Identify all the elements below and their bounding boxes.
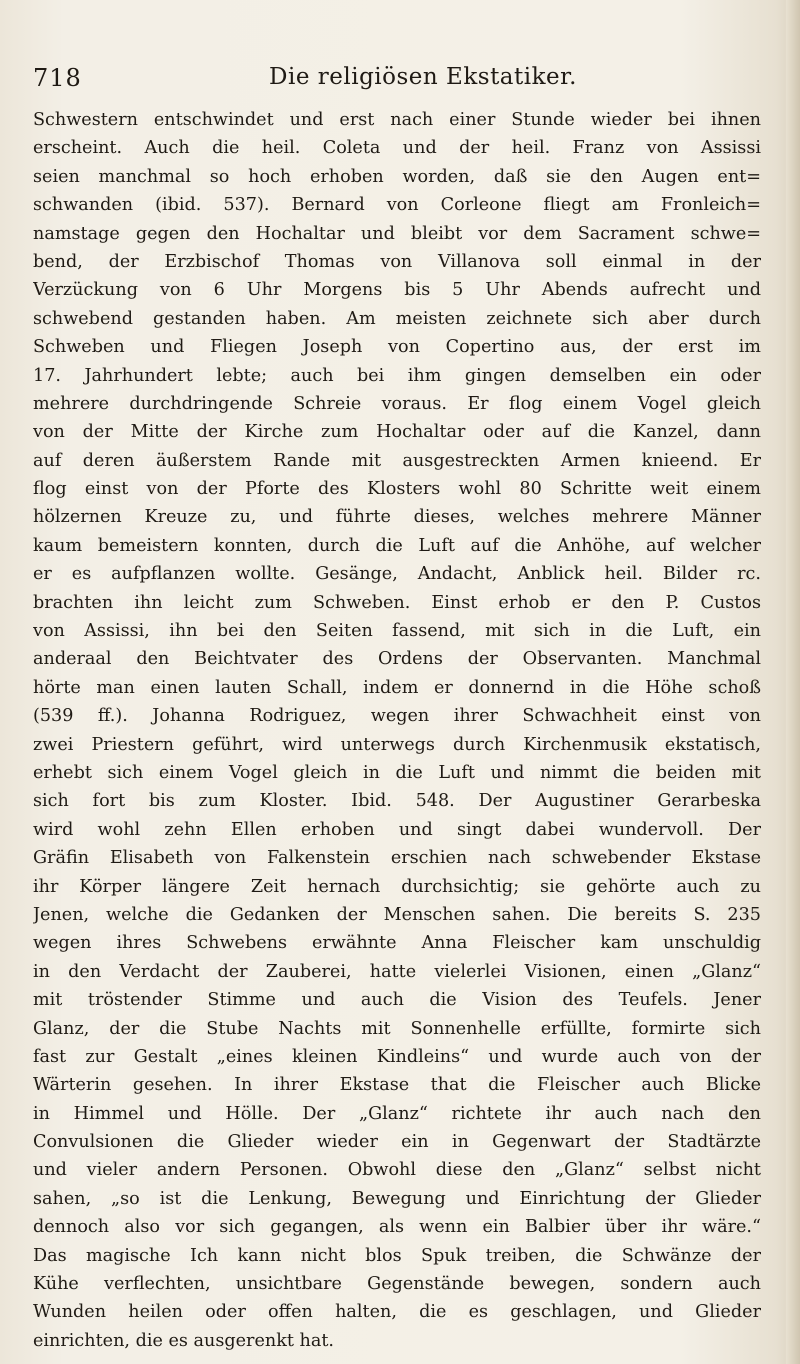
text-line: mehrere durchdringende Schreie voraus. Er flog einem Vogel gleich (33, 393, 761, 414)
page-header (33, 64, 753, 104)
text-line: mit tröstender Stimme und auch die Vision des Teufels. Jener (33, 990, 761, 1011)
text-line: ihr Körper längere Zeit hernach durchsichtig; sie gehörte auch zu (33, 876, 761, 897)
text-line: wegen ihres Schwebens erwähnte Anna Fleischer kam unschuldig (33, 933, 761, 954)
text-line: von der Mitte der Kirche zum Hochaltar oder auf die Kanzel, dann (33, 422, 761, 443)
text-line: kaum bemeistern konnten, durch die Luft auf die Anhöhe, auf welcher (33, 535, 761, 556)
text-line: Wunden heilen oder offen halten, die es geschlagen, und Glieder (33, 1302, 761, 1323)
text-line: brachten ihn leicht zum Schweben. Einst erhob er den P. Custos (33, 592, 761, 613)
text-line: wird wohl zehn Ellen erhoben und singt dabei wundervoll. Der (33, 819, 761, 840)
text-line: und vieler andern Personen. Obwohl diese den „Glanz“ selbst nicht (33, 1160, 761, 1181)
text-line: Kühe verflechten, unsichtbare Gegenstände bewegen, sondern auch (33, 1274, 761, 1295)
text-line: Schweben und Fliegen Joseph von Copertino aus, der erst im (33, 337, 761, 358)
text-line: erscheint. Auch die heil. Coleta und der heil. Franz von Assissi (33, 138, 761, 159)
text-line: seien manchmal so hoch erhoben worden, daß sie den Augen ent= (33, 166, 761, 187)
text-line: sahen, „so ist die Lenkung, Bewegung und Einrichtung der Glieder (33, 1188, 761, 1209)
text-line: Jenen, welche die Gedanken der Menschen sahen. Die bereits S. 235 (33, 904, 761, 925)
text-line: zwei Priestern geführt, wird unterwegs durch Kirchenmusik ekstatisch, (33, 734, 761, 755)
text-line: flog einst von der Pforte des Klosters wohl 80 Schritte weit einem (33, 479, 761, 500)
text-line: er es aufpflanzen wollte. Gesänge, Andacht, Anblick heil. Bilder rc. (33, 564, 761, 585)
text-line: anderaal den Beichtvater des Ordens der Observanten. Manchmal (33, 649, 761, 670)
text-line: Das magische Ich kann nicht blos Spuk treiben, die Schwänze der (33, 1245, 761, 1266)
text-line: fast zur Gestalt „eines kleinen Kindleins“ und wurde auch von der (33, 1046, 761, 1067)
text-line: schwanden (ibid. 537). Bernard von Corleone fliegt am Fronleich= (33, 195, 761, 216)
text-line: 17. Jahrhundert lebte; auch bei ihm gingen demselben ein oder (33, 365, 761, 386)
text-line: Wärterin gesehen. In ihrer Ekstase that die Fleischer auch Blicke (33, 1075, 761, 1096)
text-line: Glanz, der die Stube Nachts mit Sonnenhelle erfüllte, formirte sich (33, 1018, 761, 1039)
text-line: Gräfin Elisabeth von Falkenstein erschien nach schwebender Ekstase (33, 848, 761, 869)
text-line: Convulsionen die Glieder wieder ein in Gegenwart der Stadtärzte (33, 1132, 761, 1153)
page-number: 718 (33, 64, 82, 92)
page-edge (786, 0, 800, 1364)
text-line: von Assissi, ihn bei den Seiten fassend, mit sich in die Luft, ein (33, 621, 761, 642)
body-text (33, 106, 761, 1355)
text-line: in Himmel und Hölle. Der „Glanz“ richtete ihr auch nach den (33, 1103, 761, 1124)
text-line: bend, der Erzbischof Thomas von Villanova soll einmal in der (33, 251, 761, 272)
text-line: einrichten, die es ausgerenkt hat. (33, 1330, 335, 1351)
text-line: auf deren äußerstem Rande mit ausgestreckten Armen knieend. Er (33, 450, 761, 471)
text-line: (539 ff.). Johanna Rodriguez, wegen ihrer Schwachheit einst von (33, 706, 761, 727)
running-title: Die religiösen Ekstatiker. (269, 64, 577, 90)
text-line: erhebt sich einem Vogel gleich in die Luft und nimmt die beiden mit (33, 762, 761, 783)
text-line: Schwestern entschwindet und erst nach einer Stunde wieder bei ihnen (33, 110, 761, 130)
text-line: Verzückung von 6 Uhr Morgens bis 5 Uhr Abends aufrecht und (33, 280, 761, 301)
text-line: namstage gegen den Hochaltar und bleibt vor dem Sacrament schwe= (33, 223, 761, 244)
text-line: hörte man einen lauten Schall, indem er donnernd in die Höhe schoß (33, 677, 761, 698)
text-line: schwebend gestanden haben. Am meisten zeichnete sich aber durch (33, 308, 761, 329)
text-line: dennoch also vor sich gegangen, als wenn ein Balbier über ihr wäre.“ (33, 1217, 761, 1238)
text-line: in den Verdacht der Zauberei, hatte vielerlei Visionen, einen „Glanz“ (33, 961, 761, 982)
text-line: sich fort bis zum Kloster. Ibid. 548. Der Augustiner Gerarbeska (33, 791, 761, 812)
text-line: hölzernen Kreuze zu, und führte dieses, welches mehrere Männer (33, 507, 761, 528)
